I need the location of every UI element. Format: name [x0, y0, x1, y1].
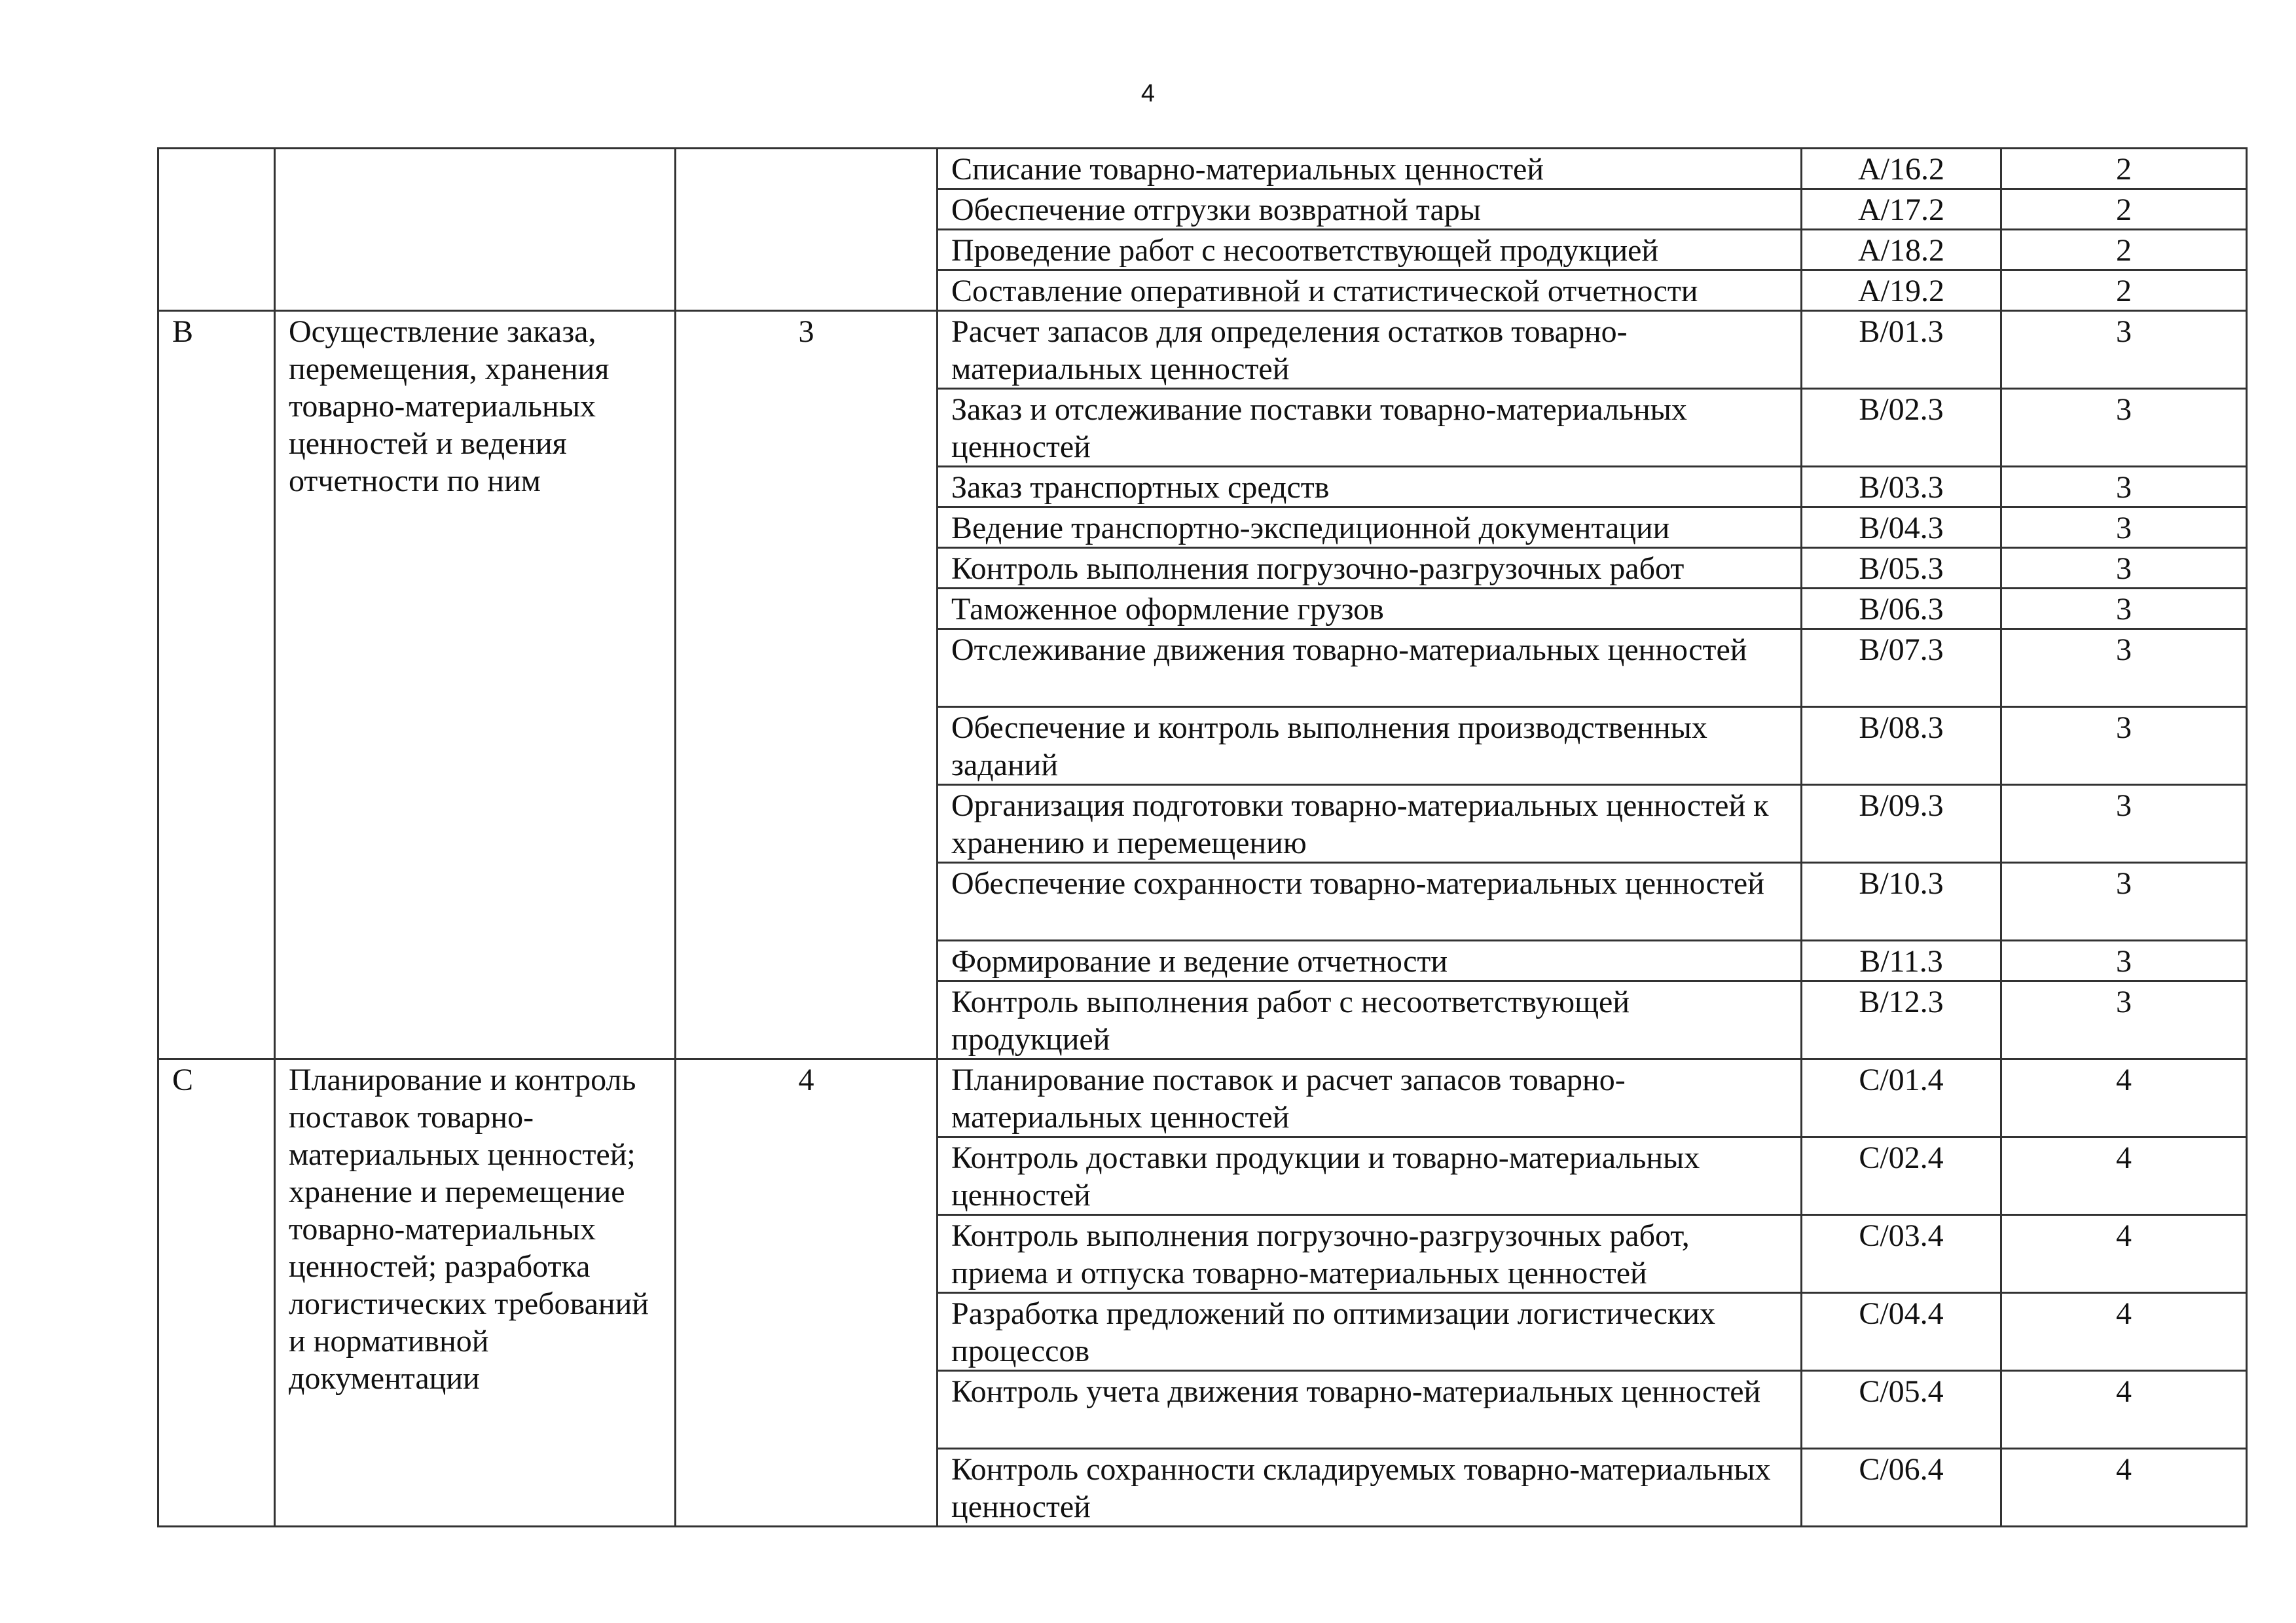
function-level: 4: [2001, 1059, 2247, 1137]
group-level-cell: 3: [676, 311, 938, 1059]
function-name: Ведение транспортно-экспедиционной документации: [938, 507, 1802, 548]
group-code-cell: C: [158, 1059, 275, 1527]
function-level: 4: [2001, 1293, 2247, 1371]
group-level-cell: 4: [676, 1059, 938, 1527]
function-level: 3: [2001, 981, 2247, 1059]
function-name: Формирование и ведение отчетности: [938, 941, 1802, 981]
group-name-cell: Осуществление заказа, перемещения, хранения товарно-материальных ценностей и ведения отчетности по ним: [275, 311, 676, 1059]
function-name: Планирование поставок и расчет запасов товарно-материальных ценностей: [938, 1059, 1802, 1137]
function-code: C/06.4: [1802, 1449, 2001, 1527]
function-name: Заказ и отслеживание поставки товарно-материальных ценностей: [938, 389, 1802, 467]
function-name: Контроль доставки продукции и товарно-материальных ценностей: [938, 1137, 1802, 1215]
table-row: [158, 149, 2247, 189]
table-row: [158, 1059, 2247, 1137]
function-code: A/18.2: [1802, 230, 2001, 270]
labor-functions-table: [157, 147, 2248, 1527]
function-name: Обеспечение и контроль выполнения производственных заданий: [938, 707, 1802, 785]
function-level: 2: [2001, 230, 2247, 270]
function-name: Отслеживание движения товарно-материальных ценностей: [938, 629, 1802, 707]
function-code: C/02.4: [1802, 1137, 2001, 1215]
function-level: 4: [2001, 1371, 2247, 1449]
function-level: 2: [2001, 270, 2247, 311]
function-name: Таможенное оформление грузов: [938, 589, 1802, 629]
function-level: 3: [2001, 589, 2247, 629]
function-level: 3: [2001, 707, 2247, 785]
function-code: B/09.3: [1802, 785, 2001, 863]
function-name: Контроль сохранности складируемых товарно-материальных ценностей: [938, 1449, 1802, 1527]
function-level: 2: [2001, 149, 2247, 189]
function-name: Контроль выполнения работ с несоответствующей продукцией: [938, 981, 1802, 1059]
function-code: B/03.3: [1802, 467, 2001, 507]
function-code: C/04.4: [1802, 1293, 2001, 1371]
function-level: 3: [2001, 389, 2247, 467]
group-code-cell: B: [158, 311, 275, 1059]
table-row: [158, 311, 2247, 389]
page-number: 4: [1140, 80, 1156, 107]
function-name: Контроль выполнения погрузочно-разгрузочных работ: [938, 548, 1802, 589]
function-name: Составление оперативной и статистической отчетности: [938, 270, 1802, 311]
function-level: 2: [2001, 189, 2247, 230]
function-code: B/05.3: [1802, 548, 2001, 589]
function-name: Списание товарно-материальных ценностей: [938, 149, 1802, 189]
function-level: 3: [2001, 507, 2247, 548]
function-level: 3: [2001, 785, 2247, 863]
function-code: B/07.3: [1802, 629, 2001, 707]
function-level: 3: [2001, 311, 2247, 389]
function-code: B/04.3: [1802, 507, 2001, 548]
function-code: B/11.3: [1802, 941, 2001, 981]
function-level: 3: [2001, 548, 2247, 589]
function-code: A/19.2: [1802, 270, 2001, 311]
function-name: Заказ транспортных средств: [938, 467, 1802, 507]
function-code: B/10.3: [1802, 863, 2001, 941]
function-code: B/06.3: [1802, 589, 2001, 629]
function-code: C/01.4: [1802, 1059, 2001, 1137]
function-level: 3: [2001, 941, 2247, 981]
group-code-cell: [158, 149, 275, 311]
function-name: Организация подготовки товарно-материальных ценностей к хранению и перемещению: [938, 785, 1802, 863]
group-level-cell: [676, 149, 938, 311]
function-name: Контроль выполнения погрузочно-разгрузочных работ, приема и отпуска товарно-материальных ценностей: [938, 1215, 1802, 1293]
function-level: 3: [2001, 467, 2247, 507]
function-level: 4: [2001, 1215, 2247, 1293]
group-name-cell: [275, 149, 676, 311]
function-code: C/03.4: [1802, 1215, 2001, 1293]
function-name: Обеспечение сохранности товарно-материальных ценностей: [938, 863, 1802, 941]
function-level: 3: [2001, 863, 2247, 941]
function-code: A/16.2: [1802, 149, 2001, 189]
group-name-cell: Планирование и контроль поставок товарно-материальных ценностей; хранение и перемещение товарно-материальных ценностей; разработка логистических требований и нормативной документации: [275, 1059, 676, 1527]
function-code: B/12.3: [1802, 981, 2001, 1059]
function-code: B/08.3: [1802, 707, 2001, 785]
function-level: 4: [2001, 1449, 2247, 1527]
function-code: C/05.4: [1802, 1371, 2001, 1449]
function-code: B/02.3: [1802, 389, 2001, 467]
function-name: Обеспечение отгрузки возвратной тары: [938, 189, 1802, 230]
function-name: Проведение работ с несоответствующей продукцией: [938, 230, 1802, 270]
function-name: Расчет запасов для определения остатков товарно-материальных ценностей: [938, 311, 1802, 389]
function-code: B/01.3: [1802, 311, 2001, 389]
function-level: 4: [2001, 1137, 2247, 1215]
function-name: Контроль учета движения товарно-материальных ценностей: [938, 1371, 1802, 1449]
function-level: 3: [2001, 629, 2247, 707]
function-code: A/17.2: [1802, 189, 2001, 230]
function-name: Разработка предложений по оптимизации логистических процессов: [938, 1293, 1802, 1371]
